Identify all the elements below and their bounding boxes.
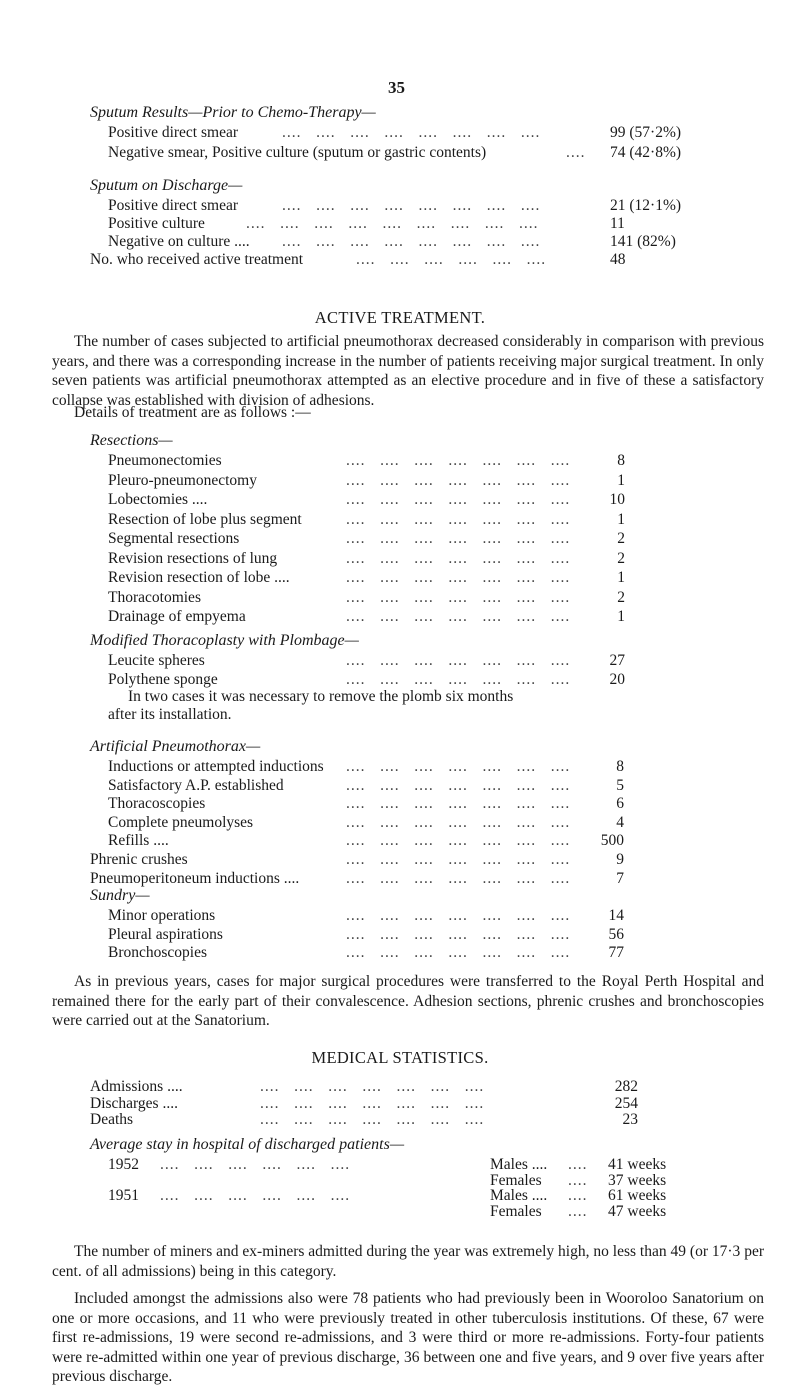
leader-dots: .... .... .... .... .... .... .... xyxy=(346,569,571,586)
leader-dots: .... .... .... .... .... .... xyxy=(160,1187,351,1204)
statistic-label: Admissions .... xyxy=(90,1078,183,1095)
leader-dots: .... .... .... .... .... .... .... xyxy=(346,608,571,625)
resection-label: Revision resections of lung xyxy=(108,549,278,567)
sputum-prior-label: Positive direct smear xyxy=(108,124,238,141)
sputum-discharge-value: 11 xyxy=(610,215,625,232)
avg-stay-year: 1952 xyxy=(108,1156,139,1173)
leader-dots: .... .... .... .... .... .... .... xyxy=(346,813,571,831)
sputum-discharge-value: 141 (82%) xyxy=(610,233,676,250)
sputum-discharge-label: Positive direct smear xyxy=(108,197,238,214)
leader-dots: .... .... .... .... .... .... .... xyxy=(346,491,571,508)
avg-stay-weeks: 47 weeks xyxy=(608,1202,667,1220)
sundry-label: Bronchoscopies xyxy=(108,944,208,961)
leader-dots: .... .... .... .... .... .... .... xyxy=(260,1111,485,1128)
thoracoplasty-label: Polythene sponge xyxy=(108,670,218,688)
leader-dots: .... .... .... .... .... .... .... .... xyxy=(282,124,541,141)
leader-dots: .... .... .... .... .... .... .... xyxy=(346,869,571,887)
pneumothorax-value: 8 xyxy=(616,758,624,775)
plomb-note-line2: after its installation. xyxy=(108,706,232,723)
pneumothorax-value: 500 xyxy=(600,832,624,849)
sputum-discharge-label: Negative on culture .... xyxy=(108,233,250,250)
sundry-label: Pleural aspirations xyxy=(108,925,223,943)
leader-dots: .... .... .... .... .... .... .... xyxy=(346,670,571,688)
pneumothorax-label: Thoracoscopies xyxy=(108,795,206,812)
resection-value: 1 xyxy=(617,510,625,528)
avg-stay-sex: Females xyxy=(490,1202,542,1220)
avg-stay-weeks: 41 weeks xyxy=(608,1156,667,1173)
pneumothorax-value: 5 xyxy=(616,776,624,794)
leader-dots: .... .... .... .... .... .... .... xyxy=(346,510,571,528)
leader-dots: .... .... .... .... .... .... .... xyxy=(346,907,571,924)
leader-dots: .... .... .... .... .... .... .... xyxy=(346,588,571,606)
pneumothorax-heading: Artificial Pneumothorax— xyxy=(90,738,261,755)
pneumothorax-value: 6 xyxy=(616,795,624,812)
leader-dots: .... xyxy=(566,144,586,161)
sputum-prior-value: 74 (42·8%) xyxy=(610,144,682,161)
pneumothorax-value: 9 xyxy=(616,851,624,868)
leader-dots: .... .... .... .... .... .... .... xyxy=(346,776,571,794)
leader-dots: .... .... .... .... .... .... .... xyxy=(346,652,571,669)
resection-value: 1 xyxy=(617,569,625,586)
resection-value: 8 xyxy=(617,452,625,469)
leader-dots: .... .... .... .... .... .... .... xyxy=(346,530,571,547)
sundry-value: 77 xyxy=(608,944,624,961)
readmissions-paragraph: Included amongst the admissions also were 78 patients who had previously been in Wooroloo Sanatorium on one or more occasions, and 11 who were previously treated in other tuberculosis institutions. Of these, 67 were first re-admissions, 19 were second re-admissions, and 3 were third or more re-admissions. Forty-four patients were re-admitted within one year of previous discharge, 36 between one and five years, and 9 over five years after previous discharge. xyxy=(52,1290,764,1385)
details-intro: Details of treatment are as follows :— xyxy=(74,404,311,421)
sundry-label: Minor operations xyxy=(108,907,216,924)
leader-dots: .... .... .... .... .... .... .... xyxy=(346,758,571,775)
resection-label: Segmental resections xyxy=(108,530,240,547)
avg-stay-sex: Males .... xyxy=(490,1187,548,1204)
pneumothorax-label: Refills .... xyxy=(108,832,169,849)
leader-dots: .... .... .... .... .... .... .... .... xyxy=(282,197,541,214)
avg-stay-weeks: 61 weeks xyxy=(608,1187,667,1204)
leader-dots: .... .... .... .... .... .... .... xyxy=(346,795,571,812)
statistic-value: 23 xyxy=(622,1111,638,1128)
pneumothorax-value: 7 xyxy=(616,869,624,887)
statistic-label: Deaths xyxy=(90,1111,134,1128)
plomb-note-line1: In two cases it was necessary to remove the plomb six months xyxy=(128,688,514,705)
resection-value: 10 xyxy=(609,491,625,508)
miners-paragraph: The number of miners and ex-miners admitted during the year was extremely high, no less than 49 (or 17·3 per cent. of all admissions) being in this category. xyxy=(52,1243,764,1280)
pneumothorax-label: Satisfactory A.P. established xyxy=(108,776,284,794)
sundry-heading: Sundry— xyxy=(90,887,150,904)
resections-heading: Resections— xyxy=(90,432,173,449)
resection-label: Thoracotomies xyxy=(108,588,201,606)
resection-label: Pleuro-pneumonectomy xyxy=(108,471,257,489)
pneumothorax-label: Inductions or attempted inductions xyxy=(108,758,324,775)
resection-label: Lobectomies .... xyxy=(108,491,208,508)
statistic-label: Discharges .... xyxy=(90,1094,178,1112)
avg-stay-year: 1951 xyxy=(108,1187,139,1204)
thoracoplasty-label: Leucite spheres xyxy=(108,652,205,669)
sputum-discharge-heading: Sputum on Discharge— xyxy=(90,177,243,194)
leader-dots: .... .... .... .... .... .... .... xyxy=(346,549,571,567)
sputum-discharge-label: No. who received active treatment xyxy=(90,251,304,268)
leader-dots: .... .... .... .... .... .... .... xyxy=(346,832,571,849)
resection-label: Pneumonectomies xyxy=(108,452,222,469)
resection-value: 1 xyxy=(617,608,625,625)
thoracoplasty-heading: Modified Thoracoplasty with Plombage— xyxy=(90,632,359,649)
statistic-value: 282 xyxy=(614,1078,638,1095)
avg-stay-weeks: 37 weeks xyxy=(608,1171,667,1189)
resection-value: 1 xyxy=(617,471,625,489)
leader-dots: .... .... .... .... .... .... .... .... xyxy=(282,233,541,250)
leader-dots: .... .... .... .... .... .... xyxy=(356,251,547,268)
sputum-discharge-value: 48 xyxy=(610,251,626,268)
leader-dots: .... xyxy=(568,1171,588,1189)
leader-dots: .... .... .... .... .... .... .... xyxy=(346,851,571,868)
sputum-discharge-value: 21 (12·1%) xyxy=(610,197,682,214)
thoracoplasty-value: 20 xyxy=(609,670,625,688)
pneumothorax-value: 4 xyxy=(616,813,624,831)
pneumothorax-label: Complete pneumolyses xyxy=(108,813,254,831)
leader-dots: .... .... .... .... .... .... .... xyxy=(346,925,571,943)
sputum-prior-label: Negative smear, Positive culture (sputum or gastric contents) xyxy=(108,144,487,161)
resection-label: Resection of lobe plus segment xyxy=(108,510,302,528)
leader-dots: .... xyxy=(568,1187,588,1204)
leader-dots: .... .... .... .... .... .... .... xyxy=(346,452,571,469)
resection-label: Revision resection of lobe .... xyxy=(108,569,290,586)
pneumothorax-label: Phrenic crushes xyxy=(90,851,188,868)
resection-value: 2 xyxy=(617,530,625,547)
transfer-paragraph: As in previous years, cases for major surgical procedures were transferred to the Royal Perth Hospital and remained there for the early part of their convalescence. Adhesion sections, phrenic crushes and bronchoscopies were carried out at the Sanatorium. xyxy=(52,973,764,1029)
leader-dots: .... .... .... .... .... .... .... xyxy=(260,1094,485,1112)
resection-label: Drainage of empyema xyxy=(108,608,246,625)
resection-value: 2 xyxy=(617,588,625,606)
statistic-value: 254 xyxy=(614,1094,638,1112)
leader-dots: .... .... .... .... .... .... .... .... .... xyxy=(246,215,539,232)
page-number: 35 xyxy=(388,78,405,97)
thoracoplasty-value: 27 xyxy=(609,652,625,669)
avg-stay-sex: Males .... xyxy=(490,1156,548,1173)
leader-dots: .... xyxy=(568,1156,588,1173)
sputum-discharge-label: Positive culture xyxy=(108,215,205,232)
sundry-value: 56 xyxy=(608,925,624,943)
leader-dots: .... .... .... .... .... .... .... xyxy=(346,471,571,489)
pneumothorax-label: Pneumoperitoneum inductions .... xyxy=(90,869,300,887)
avg-stay-sex: Females xyxy=(490,1171,542,1189)
avg-stay-heading: Average stay in hospital of discharged patients— xyxy=(90,1136,405,1153)
sputum-prior-heading: Sputum Results—Prior to Chemo-Therapy— xyxy=(90,104,376,121)
leader-dots: .... xyxy=(568,1202,588,1220)
leader-dots: .... .... .... .... .... .... .... xyxy=(346,944,571,961)
resection-value: 2 xyxy=(617,549,625,567)
sputum-prior-value: 99 (57·2%) xyxy=(610,124,682,141)
leader-dots: .... .... .... .... .... .... .... xyxy=(260,1078,485,1095)
active-treatment-title: ACTIVE TREATMENT. xyxy=(314,308,486,327)
sundry-value: 14 xyxy=(608,907,624,924)
medical-statistics-title: MEDICAL STATISTICS. xyxy=(311,1048,489,1067)
active-treatment-paragraph: The number of cases subjected to artificial pneumothorax decreased considerably in comparison with previous years, and there was a corresponding increase in the number of patients receiving major surgical treatment. In only seven patients was artificial pneumothorax attempted as an elective procedure and in five of these a satisfactory collapse was established with division of adhesions. xyxy=(52,333,764,409)
leader-dots: .... .... .... .... .... .... xyxy=(160,1156,351,1173)
